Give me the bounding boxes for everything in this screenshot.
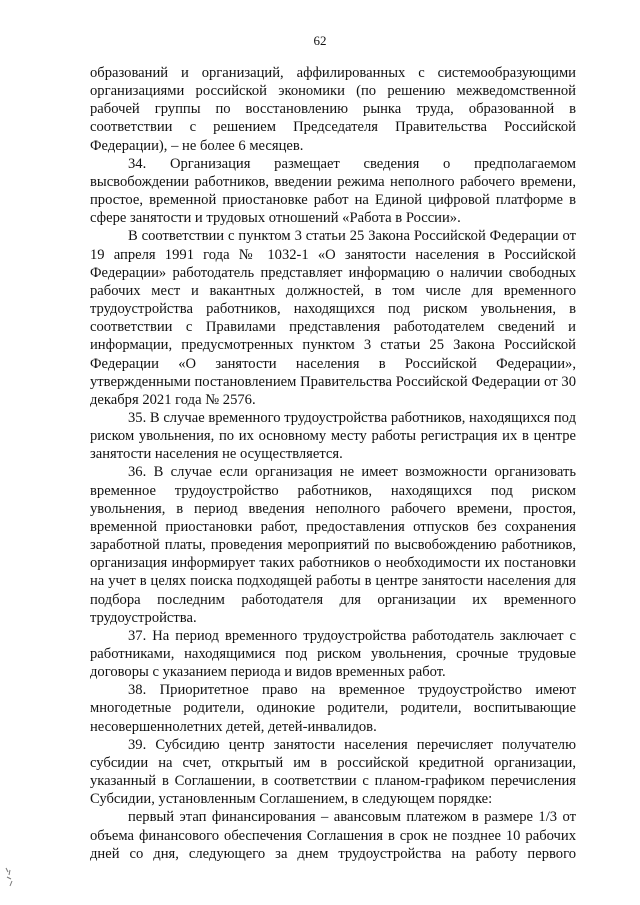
paragraph-first-stage: первый этап финансирования – авансовым платежом в размере 1/3 от объема финансового обеспечения Соглашения в срок не позднее 10 рабочих дней со дня, следующего за днем трудоустройства на работу первого	[90, 809, 576, 862]
paragraph-34-employment-law: В соответствии с пунктом 3 статьи 25 Закона Российской Федерации от 19 апреля 1991 года № 1032-1 «О занятости населения в Российской Федерации» работодатель представляет информацию о наличии свободных рабочих мест и вакантных должностей, в том числе для временного трудоустройства работников, находящихся под риском увольнения, в соответствии с Правилами представления работодателем сведений и информации, предусмотренных пунктом 3 статьи 25 Закона Российской Федерации «О занятости населения в Российской Федерации», утвержденными постановлением Правительства Российской Федерации от 30 декабря 2021 года № 2576.	[90, 228, 576, 408]
scan-artifact-mark	[4, 866, 16, 888]
paragraph-35: 35. В случае временного трудоустройства работников, находящихся под риском увольнения, по их основному месту работы регистрация их в центре занятости населения не осуществляется.	[90, 409, 576, 463]
paragraph-37: 37. На период временного трудоустройства работодатель заключает с работниками, находящимися под риском увольнения, срочные трудовые договоры с указанием периода и видов временных работ.	[90, 627, 576, 681]
paragraph-continuation: образований и организаций, аффилированных с системообразующими организациями российской экономики (по решению межведомственной рабочей группы по восстановлению рынка труда, образованной в соответствии с решением Председателя Правительства Российской Федерации), – не более 6 месяцев.	[90, 65, 576, 154]
document-body	[90, 64, 576, 863]
paragraph-38: 38. Приоритетное право на временное трудоустройство имеют многодетные родители, одинокие родители, родители, воспитывающие несовершеннолетних детей, детей-инвалидов.	[90, 682, 576, 735]
paragraph-39: 39. Субсидию центр занятости населения перечисляет получателю субсидии на счет, открытый им в российской кредитной организации, указанный в Соглашении, в соответствии с планом-графиком перечисления Субсидии, установленным Соглашением, в следующем порядке:	[90, 736, 576, 808]
paragraph-36: 36. В случае если организация не имеет возможности организовать временное трудоустройство работников, находящихся под риском увольнения, в период введения неполного рабочего времени, простоя, временной приостановки работ, предоставления отпусков без сохранения заработной платы, проведения мероприятий по высвобождению работников, организация информирует таких работников о необходимости их постановки на учет в целях поиска подходящей работы в центре занятости населения для подбора последним работодателя для организации их временного трудоустройства.	[90, 464, 576, 626]
page-number: 62	[313, 33, 327, 48]
paragraph-34: 34. Организация размещает сведения о предполагаемом высвобождении работников, введении режима неполного рабочего времени, простое, временной приостановке работ на Единой цифровой платформе в сфере занятости и трудовых отношений «Работа в России».	[90, 155, 576, 227]
